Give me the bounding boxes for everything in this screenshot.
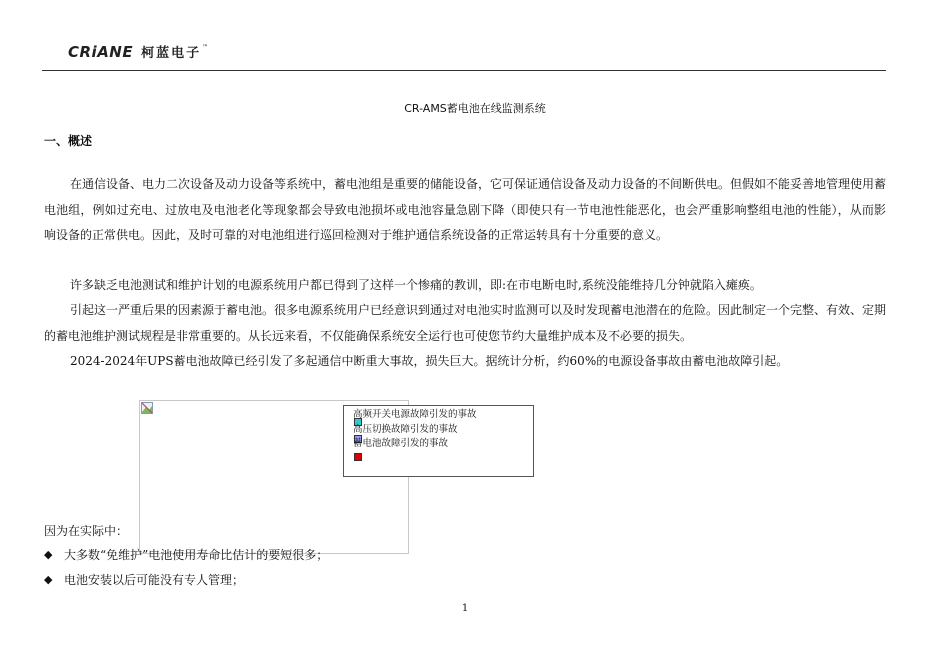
document-title: CR-AMS蓄电池在线监测系统	[404, 102, 546, 115]
header-divider	[42, 70, 886, 71]
bullet-item-1	[44, 546, 328, 563]
legend-label-1: 高频开关电源故障引发的事故	[353, 409, 477, 420]
bullet-text-2: 电池安装以后可能没有专人管理；	[64, 573, 245, 587]
chart-legend	[343, 405, 534, 477]
paragraph-4: 2024-2024年UPS蓄电池故障已经引发了多起通信中断重大事故，损失巨大。据统计分析，约60%的电源设备事故由蓄电池故障引起。	[70, 354, 789, 368]
diamond-bullet-icon: ◆	[44, 573, 53, 586]
legend-label-3: 蓄电池故障引发的事故	[353, 438, 449, 449]
broken-image-icon	[141, 402, 153, 414]
logo-chinese: 柯蓝电子	[141, 46, 202, 61]
company-logo	[68, 42, 208, 61]
intro-line: 因为在实际中：	[44, 524, 129, 538]
diamond-bullet-icon: ◆	[44, 548, 53, 561]
trademark-mark: ™	[202, 44, 209, 51]
bullet-text-1: 大多数“免维护”电池使用寿命比估计的要短很多；	[64, 548, 329, 562]
paragraph-3: 引起这一严重后果的因素源于蓄电池。很多电源系统用户已经意识到通过对电池实时监测可以及时发现蓄电池潜在的危险。因此制定一个完整、有效、定期的蓄电池维护测试规程是非常重要的。从长远来看，不仅能确保系统安全运行也可使您节约大量维护成本及不必要的损失。	[44, 303, 887, 343]
legend-swatch-3	[354, 453, 362, 461]
logo-english: CRiANE	[68, 43, 134, 61]
legend-label-2: 高压切换故障引发的事故	[353, 424, 458, 435]
paragraph-2: 许多缺乏电池测试和维护计划的电源系统用户都已得到了这样一个惨痛的教训，即:在市电断电时,系统没能维持几分钟就陷入瘫痪。	[70, 278, 762, 292]
section-heading: 一、概述	[44, 134, 93, 148]
page-header	[42, 40, 886, 72]
paragraph-1: 在通信设备、电力二次设备及动力设备等系统中，蓄电池组是重要的储能设备，它可保证通信设备及动力设备的不间断供电。但假如不能妥善地管理使用蓄电池组，例如过充电、过放电及电池老化等现象都会导致电池损坏或电池容量急剧下降（即使只有一节电池性能恶化，也会严重影响整组电池的性能），从而影响设备的正常供电。因此，及时可靠的对电池组进行巡回检测对于维护通信系统设备的正常运转具有十分重要的意义。	[44, 177, 887, 242]
page-number: 1	[461, 603, 469, 614]
bullet-item-2	[44, 571, 244, 588]
